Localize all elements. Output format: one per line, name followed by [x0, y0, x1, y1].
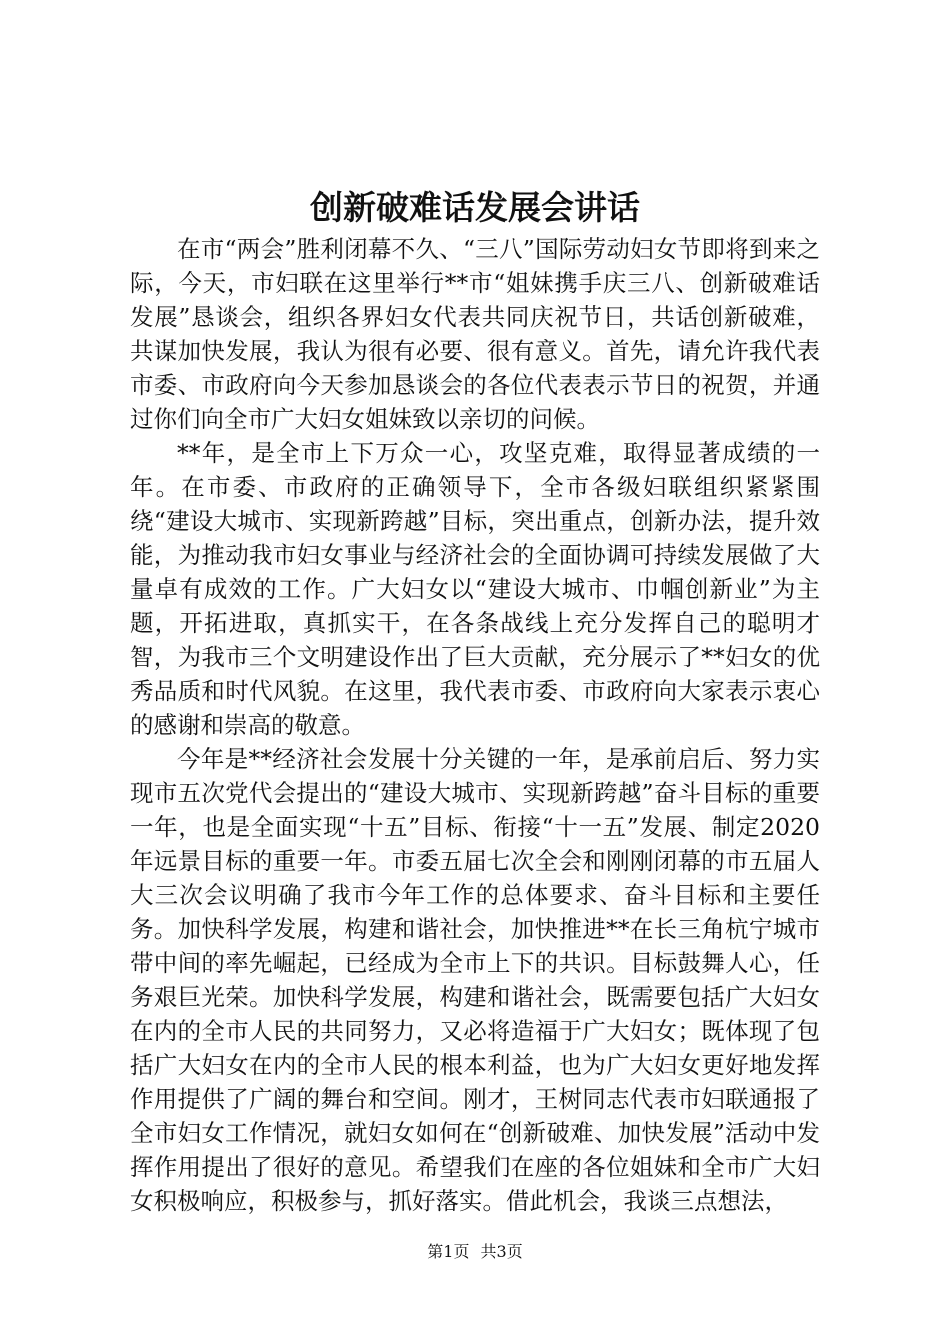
page-number-footer: 第1页 共3页	[427, 1242, 523, 1261]
document-title: 创新破难话发展会讲话	[310, 188, 640, 227]
paragraph: 今年是**经济社会发展十分关键的一年，是承前启后、努力实现市五次党代会提出的“建设大城市、实现新跨越”奋斗目标的重要一年，也是全面实现“十五”目标、衔接“十一五”发展、制定2020年远景目标的重要一年。市委五届七次全会和刚刚闭幕的市五届人大三次会议明确了我市今年工作的总体要求、奋斗目标和主要任务。加快科学发展，构建和谐社会，加快推进**在长三角杭宁城市带中间的率先崛起，已经成为全市上下的共识。目标鼓舞人心，任务艰巨光荣。加快科学发展，构建和谐社会，既需要包括广大妇女在内的全市人民的共同努力，又必将造福于广大妇女；既体现了包括广大妇女在内的全市人民的根本利益，也为广大妇女更好地发挥作用提供了广阔的舞台和空间。刚才，王树同志代表市妇联通报了全市妇女工作情况，就妇女如何在“创新破难、加快发展”活动中发挥作用提出了很好的意见。希望我们在座的各位姐妹和全市广大妇女积极响应，积极参与，抓好落实。借此机会，我谈三点想法，	[130, 745, 820, 1215]
paragraph: 在市“两会”胜利闭幕不久、“三八”国际劳动妇女节即将到来之际，今天，市妇联在这里举行**市“姐妹携手庆三八、创新破难话发展”恳谈会，组织各界妇女代表共同庆祝节日，共话创新破难，共谋加快发展，我认为很有必要、很有意义。首先，请允许我代表市委、市政府向今天参加恳谈会的各位代表表示节日的祝贺，并通过你们向全市广大妇女姐妹致以亲切的问候。	[130, 235, 820, 433]
paragraph: **年，是全市上下万众一心，攻坚克难，取得显著成绩的一年。在市委、市政府的正确领导下，全市各级妇联组织紧紧围绕“建设大城市、实现新跨越”目标，突出重点，创新办法，提升效能，为推动我市妇女事业与经济社会的全面协调可持续发展做了大量卓有成效的工作。广大妇女以“建设大城市、巾帼创新业”为主题，开拓进取，真抓实干，在各条战线上充分发挥自己的聪明才智，为我市三个文明建设作出了巨大贡献，充分展示了**妇女的优秀品质和时代风貌。在这里，我代表市委、市政府向大家表示衷心的感谢和崇高的敬意。	[130, 439, 820, 739]
document-body	[130, 232, 820, 1218]
